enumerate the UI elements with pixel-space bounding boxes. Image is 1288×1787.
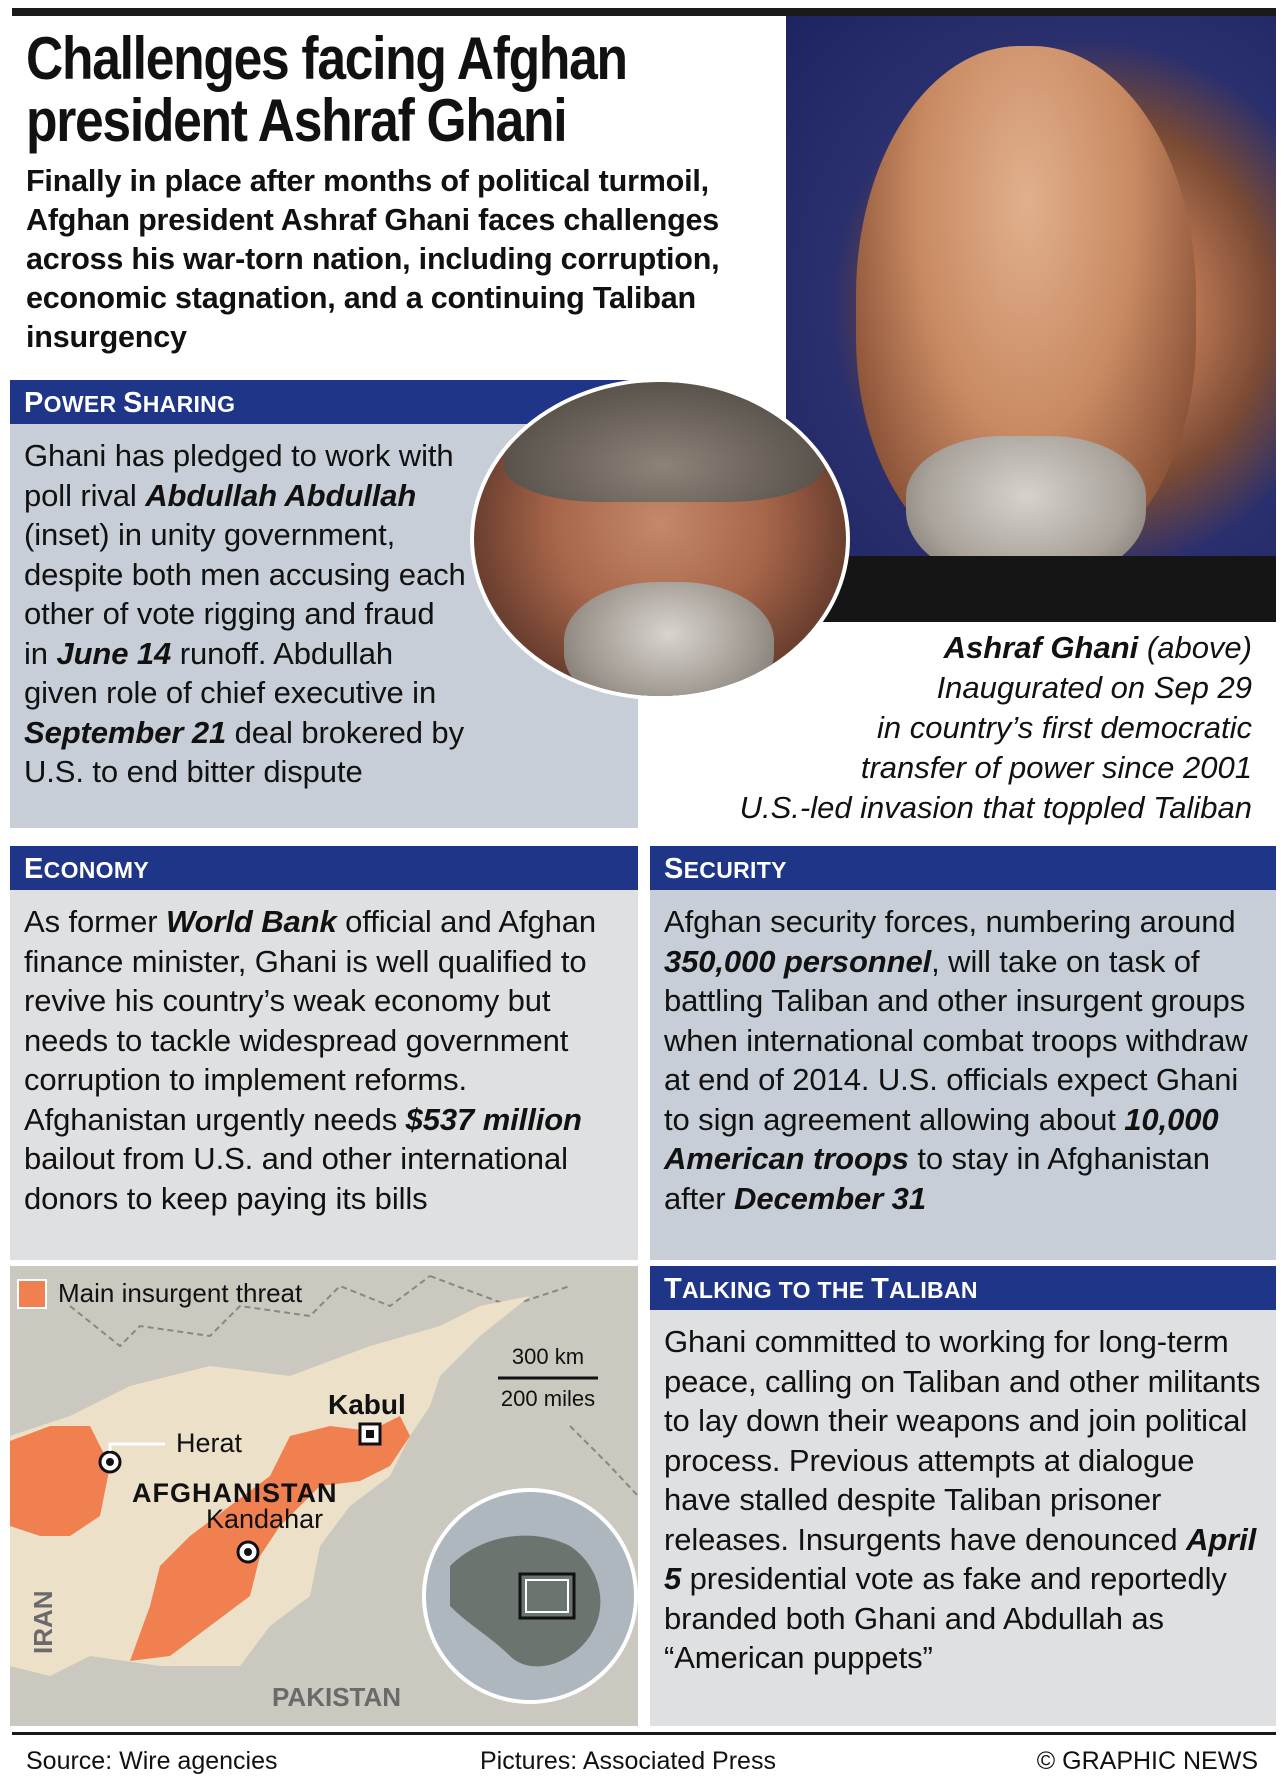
panel-security-text — [650, 890, 1276, 1218]
scale-km-label: 300 km — [511, 1344, 585, 1369]
highlight-december-31: December 31 — [734, 1180, 926, 1216]
text-run: bailout from U.S. and other international donors to keep paying its bills — [24, 1141, 568, 1216]
city-marker-herat-dot — [106, 1458, 114, 1466]
ghani-photo-suit — [786, 556, 1276, 622]
title-initial-2: S — [123, 387, 143, 419]
text-run: (inset) in unity government, despite both men accusing each other of vote rigging and fraud in — [24, 517, 466, 671]
caption-line-2: Inaugurated on Sep 29 — [936, 670, 1252, 705]
title-rest-2: ALIBAN — [889, 1277, 978, 1303]
title-rest: CONOMY — [43, 857, 149, 883]
highlight-april-5: April 5 — [664, 1521, 1257, 1596]
caption-line-5: U.S.-led invasion that toppled Taliban — [739, 790, 1252, 825]
title-initial: P — [24, 387, 44, 419]
footer — [12, 1732, 1276, 1787]
highlight-american-troops: 10,000 American troops — [664, 1101, 1219, 1176]
title-initial: S — [664, 853, 684, 885]
highlight-september-21: September 21 — [24, 714, 227, 750]
title-line-1: Challenges facing Afghan — [26, 25, 627, 92]
caption-line-3: in country’s first democratic — [877, 710, 1252, 745]
title-line-2: president Ashraf Ghani — [26, 87, 567, 154]
caption-line-4: transfer of power since 2001 — [860, 750, 1252, 785]
city-label-herat: Herat — [176, 1428, 243, 1458]
highlight-personnel: 350,000 personnel — [664, 943, 932, 979]
panel-economy-text — [10, 890, 638, 1218]
highlight-world-bank: World Bank — [165, 904, 337, 939]
highlight-june-14: June 14 — [56, 635, 172, 671]
text-run: , will take on task of battling Taliban and other insurgent groups when international combat troops withdraw at end of 2014. U.S. officials expect Ghani to sign agreement allowing about — [664, 943, 1248, 1137]
footer-pictures: Pictures: Associated Press — [480, 1747, 776, 1775]
city-marker-kandahar-dot — [244, 1548, 252, 1556]
panel-security — [650, 846, 1276, 1260]
title-rest: OWER — [43, 391, 124, 417]
panel-taliban-title — [650, 1266, 1276, 1310]
top-rule — [12, 8, 1276, 16]
city-label-kabul: Kabul — [328, 1389, 406, 1420]
panel-talking-to-taliban — [650, 1266, 1276, 1726]
country-label: AFGHANISTAN — [132, 1478, 338, 1508]
scale-miles-label: 200 miles — [500, 1386, 596, 1411]
text-run: deal brokered by U.S. to end bitter dispute — [24, 714, 464, 789]
text-run: As former — [24, 904, 166, 939]
text-run: Ghani has pledged to work with poll rival — [24, 438, 454, 513]
text-run: runoff. Abdullah given role of chief executive in — [24, 635, 437, 710]
map-legend-label: Main insurgent threat — [58, 1278, 303, 1308]
caption-name: Ashraf Ghani — [943, 630, 1139, 665]
caption-line-1 — [632, 628, 1252, 668]
panel-economy-title — [10, 846, 638, 890]
panel-security-title — [650, 846, 1276, 890]
text-run: Ghani committed to working for long-term peace, calling on Taliban and other militants to lay down their weapons and join political process. Previous attempts at dialogue have stalled despite Taliban prisoner releases. Insurgents have denounced — [664, 1324, 1261, 1557]
text-run: presidential vote as fake and reportedly branded both Ghani and Abdullah as “American puppets” — [664, 1561, 1227, 1675]
page-title — [26, 25, 662, 154]
city-marker-kabul-dot — [366, 1430, 374, 1438]
afghanistan-map — [10, 1266, 638, 1726]
title-rest: ECURITY — [683, 857, 787, 883]
title-initial: E — [24, 853, 44, 885]
title-initial-2: T — [871, 1273, 890, 1305]
panel-economy — [10, 846, 638, 1260]
caption-note: (above) — [1146, 630, 1252, 665]
footer-source: Source: Wire agencies — [26, 1747, 278, 1775]
panel-taliban-text — [650, 1310, 1276, 1678]
text-run: Afghan security forces, numbering around — [664, 904, 1236, 939]
city-label-kandahar: Kandahar — [206, 1504, 324, 1534]
neighbor-label-iran: IRAN — [28, 1590, 58, 1654]
neighbour-border — [570, 1426, 638, 1496]
map-svg — [10, 1266, 638, 1726]
footer-copyright: © GRAPHIC NEWS — [1036, 1747, 1258, 1775]
ghani-caption — [632, 628, 1252, 828]
neighbor-label-pakistan: PAKISTAN — [272, 1682, 402, 1712]
title-rest-2: HARING — [142, 391, 236, 417]
text-run: official and Afghan finance minister, Ghani is well qualified to revive his country’s weak economy but needs to tackle widespread government corruption to implement reforms. Afghanistan urgently needs — [24, 904, 597, 1137]
standfirst: Finally in place after months of political turmoil, Afghan president Ashraf Ghani faces challenges across his war-torn nation, including corruption, economic stagnation, and a continuing Taliban insurgency — [26, 164, 720, 354]
title-initial: T — [664, 1273, 683, 1305]
highlight-abdullah: Abdullah Abdullah — [145, 477, 417, 513]
title-rest: ALKING TO THE — [682, 1277, 872, 1303]
abdullah-photo-hair — [504, 382, 824, 502]
ghani-photo — [786, 16, 1276, 622]
panel-power-sharing-text — [10, 424, 480, 792]
legend-swatch — [18, 1280, 46, 1308]
highlight-bailout: $537 million — [405, 1101, 582, 1137]
text-run: to stay in Afghanistan after — [664, 1141, 1210, 1216]
